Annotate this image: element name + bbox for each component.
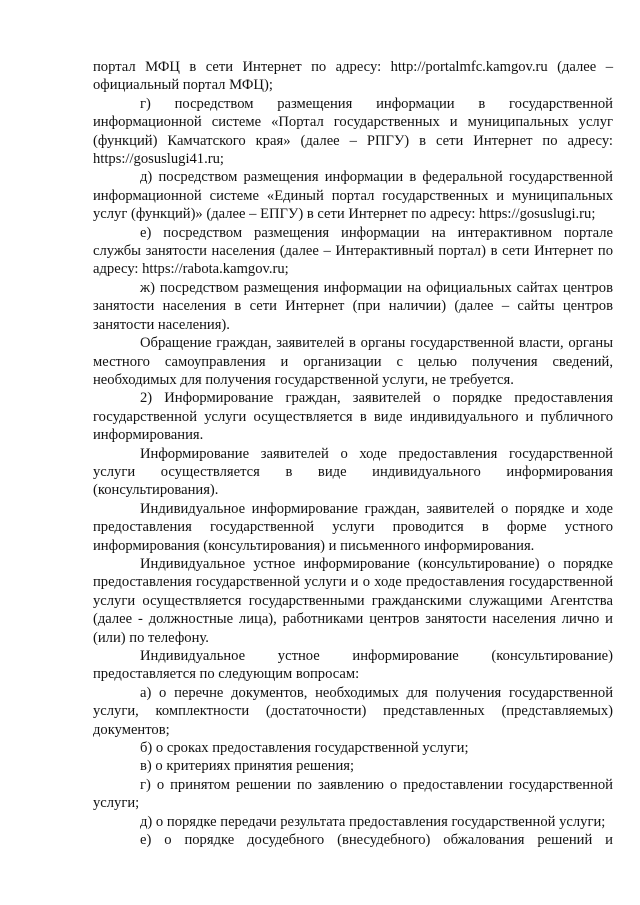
paragraph-question-b: б) о сроках предоставления государственной услуги; bbox=[140, 740, 469, 757]
paragraph-oral-informing: Индивидуальное устное информирование (консультирование) о порядке предоставления государственной услуги и о ходе предоставления государственной услуги осуществляется государственными гражданскими служащими Агентства (далее - должностные лица), работниками центров занятости населения лично и (или) по телефону. bbox=[93, 555, 613, 646]
paragraph-point-2-informing: 2) Информирование граждан, заявителей о порядке предоставления государственной услуги осуществляется в виде индивидуального и публичного информирования. bbox=[93, 390, 613, 444]
paragraph-informing-progress: Информирование заявителей о ходе предоставления государственной услуги осуществляется в виде индивидуального информирования (консультирования). bbox=[93, 445, 613, 499]
paragraph-individual-informing: Индивидуальное информирование граждан, заявителей о порядке и ходе предоставления государственной услуги проводится в форме устного информирования (консультирования) и письменного информирования. bbox=[93, 500, 613, 554]
paragraph-item-d-epgu: д) посредством размещения информации в федеральной государственной информационной системе «Единый портал государственных и муниципальных услуг (функций)» (далее – ЕПГУ) в сети Интернет по адресу: https://gosuslugi.ru; bbox=[93, 169, 613, 223]
paragraph-question-e: е) о порядке досудебного (внесудебного) обжалования решений и bbox=[140, 832, 613, 849]
paragraph-portal-mfc: портал МФЦ в сети Интернет по адресу: http://portalmfc.kamgov.ru (далее – официальный портал МФЦ); bbox=[93, 59, 613, 94]
paragraph-item-g-rpgu: г) посредством размещения информации в государственной информационной системе «Портал государственных и муниципальных услуг (функций) Камчатского края» (далее – РПГУ) в сети Интернет по адресу: https://gosuslugi41.ru; bbox=[93, 95, 613, 168]
paragraph-item-e-interactive-portal: е) посредством размещения информации на интерактивном портале службы занятости населения (далее – Интерактивный портал) в сети Интернет по адресу: https://rabota.kamgov.ru; bbox=[93, 224, 613, 278]
paragraph-question-d: д) о порядке передачи результата предоставления государственной услуги; bbox=[140, 813, 606, 830]
paragraph-item-zh-employment-centers: ж) посредством размещения информации на официальных сайтах центров занятости населения в сети Интернет (при наличии) (далее – сайты центров занятости населения). bbox=[93, 279, 613, 333]
paragraph-question-a: а) о перечне документов, необходимых для получения государственной услуги, комплектности (достаточности) представленных (представляемых) документов; bbox=[93, 684, 613, 738]
paragraph-question-v: в) о критериях принятия решения; bbox=[140, 758, 355, 775]
paragraph-questions-intro: Индивидуальное устное информирование (консультирование) предоставляется по следующим вопросам: bbox=[93, 648, 613, 683]
paragraph-appeal-not-required: Обращение граждан, заявителей в органы государственной власти, органы местного самоуправления и организации с целью получения сведений, необходимых для получения государственной услуги, не требуется. bbox=[93, 335, 613, 388]
paragraph-question-g: г) о принятом решении по заявлению о предоставлении государственной услуги; bbox=[93, 776, 613, 812]
document-page bbox=[93, 58, 613, 849]
